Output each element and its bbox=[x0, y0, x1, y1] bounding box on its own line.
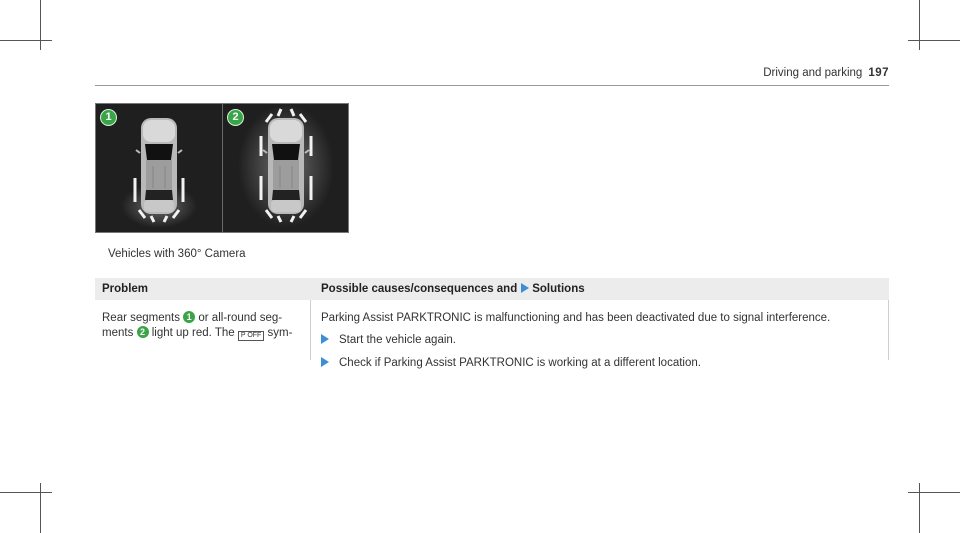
problem-line-2 bbox=[102, 326, 302, 341]
problem-text: sym- bbox=[267, 327, 293, 339]
solution-text: Start the vehicle again. bbox=[339, 334, 456, 346]
causes-cell bbox=[321, 311, 881, 369]
table-header bbox=[95, 278, 889, 300]
column-divider bbox=[310, 300, 311, 360]
arrow-right-icon bbox=[521, 283, 529, 293]
parking-display-illustration bbox=[95, 103, 349, 233]
callout-1-icon: 1 bbox=[183, 311, 195, 323]
problem-cell bbox=[102, 311, 302, 341]
section-title: Driving and parking bbox=[763, 67, 863, 79]
crop-mark bbox=[919, 0, 920, 50]
crop-mark bbox=[0, 492, 52, 493]
crop-mark bbox=[908, 40, 960, 41]
callout-2-icon: 2 bbox=[137, 326, 149, 338]
figure-divider bbox=[222, 104, 223, 233]
causes-label: Possible causes/consequences and bbox=[321, 283, 518, 295]
problem-text: or all-round seg- bbox=[198, 312, 283, 324]
header-rule bbox=[95, 85, 889, 86]
solution-step bbox=[321, 333, 456, 348]
solution-step bbox=[321, 356, 701, 371]
crop-mark bbox=[0, 40, 52, 41]
crop-mark bbox=[919, 483, 920, 533]
page-number: 197 bbox=[868, 67, 889, 79]
crop-mark bbox=[908, 492, 960, 493]
crop-mark bbox=[40, 483, 41, 533]
problem-text: ments bbox=[102, 327, 134, 339]
page-header bbox=[763, 67, 889, 79]
action-arrow-icon bbox=[321, 334, 329, 344]
problem-text: Rear segments bbox=[102, 312, 180, 324]
solutions-label: Solutions bbox=[532, 283, 585, 295]
action-arrow-icon bbox=[321, 357, 329, 367]
figure-caption: Vehicles with 360° Camera bbox=[108, 248, 246, 260]
problem-text: light up red. The bbox=[151, 327, 235, 339]
table-border-right bbox=[888, 300, 889, 360]
problem-line-1 bbox=[102, 311, 302, 326]
column-header-causes bbox=[321, 283, 585, 295]
column-header-problem: Problem bbox=[102, 283, 149, 295]
callout-1-badge: 1 bbox=[100, 109, 117, 126]
cause-text: Parking Assist PARKTRONIC is malfunctioning and has been deactivated due to signal interference. bbox=[321, 312, 831, 324]
callout-2-badge: 2 bbox=[227, 109, 244, 126]
solution-text: Check if Parking Assist PARKTRONIC is working at a different location. bbox=[339, 357, 701, 369]
parktronic-off-icon: P OFF bbox=[238, 331, 264, 341]
crop-mark bbox=[40, 0, 41, 50]
